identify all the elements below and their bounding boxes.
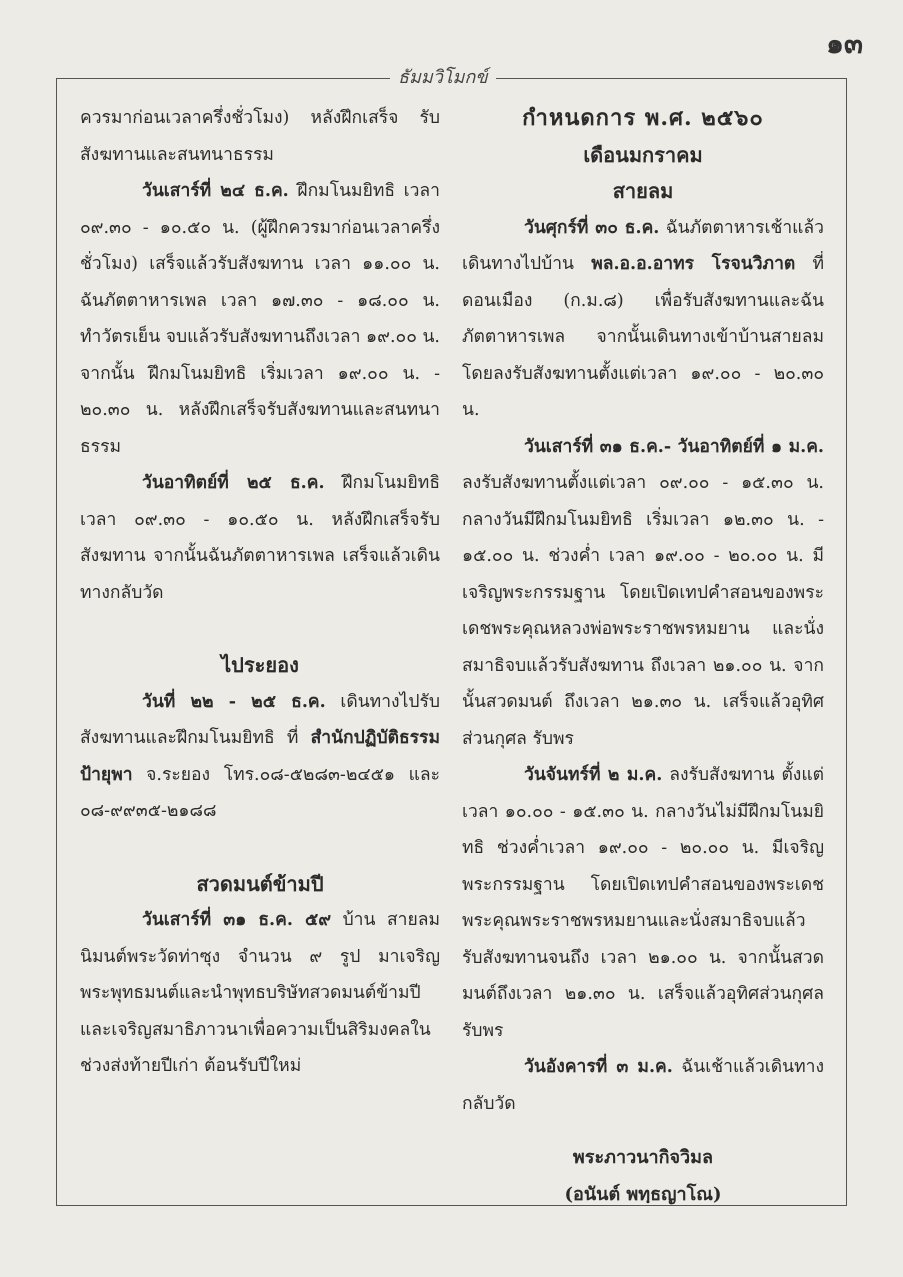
paragraph-friday-30: วันศุกร์ที่ ๓๐ ธ.ค. ฉันภัตตาหารเช้าแล้ว เดินทางไปบ้าน พล.อ.อ.อาทร โรจนวิภาต ที่ดอนเมือง (ก.ม.๘) เพื่อรับสังฆทานและฉันภัตตาหารเพล จากนั้นเดินทางเข้าบ้านสายลม โดยลงรับสังฆทานตั้งแต่เวลา ๑๙.๐๐ - ๒๐.๓๐ น. <box>462 217 824 420</box>
day-label: วันเสาร์ที่ ๒๔ ธ.ค. <box>142 181 289 201</box>
paragraph-tuesday-3: วันอังคารที่ ๓ ม.ค. ฉันเช้าแล้วเดินทางกลับวัด <box>462 1057 824 1114</box>
day-label: วันที่ ๒๒ - ๒๕ ธ.ค. <box>142 691 326 712</box>
running-header: ธัมมวิโมกข์ <box>390 62 496 91</box>
day-label: วันอาทิตย์ที่ ๒๕ ธ.ค. <box>142 473 325 493</box>
page-number: ๑๓ <box>826 27 863 60</box>
paragraph-monday-2: วันจันทร์ที่ ๒ ม.ค. ลงรับสังฆทาน ตั้งแต่เวลา ๑๐.๐๐ - ๑๕.๓๐ น. กลางวันไม่มีฝึกมโนมยิทธิ ช่วงค่ำเวลา ๑๙.๐๐ - ๒๐.๐๐ น. มีเจริญพระกรรมฐาน โดยเปิดเทปคำสอนของพระเดชพระคุณพระราชพรหมยานและนั่งสมาธิจบแล้วรับสังฆทานจนถึง เวลา ๒๑.๐๐ น. จากนั้นสวดมนต์ถึงเวลา ๒๑.๓๐ น. เสร็จแล้วอุทิศส่วนกุศล รับพร <box>462 765 824 1041</box>
paragraph-sunday-25: วันอาทิตย์ที่ ๒๕ ธ.ค. ฝึกมโนมยิทธิ เวลา ๐๙.๓๐ - ๑๐.๕๐ น. หลังฝึกเสร็จรับสังฆทาน จากนั้นฉันภัตตาหารเพล เสร็จแล้วเดินทางกลับวัด <box>80 473 440 603</box>
day-label: วันเสาร์ที่ ๓๑ ธ.ค. ๕๙ <box>142 910 332 930</box>
day-label: วันอังคารที่ ๓ ม.ค. <box>524 1057 673 1077</box>
paragraph-continued: ควรมาก่อนเวลาครึ่งชั่วโมง) หลังฝึกเสร็จ รับสังฆทานและสนทนาธรรม <box>80 108 440 165</box>
left-column <box>80 100 440 1085</box>
person-name: พล.อ.อ.อาทร โรจนวิภาต <box>591 254 796 274</box>
day-label: วันจันทร์ที่ ๒ ม.ค. <box>524 765 663 785</box>
paragraph-newyear: วันเสาร์ที่ ๓๑ ธ.ค. ๕๙ บ้าน สายลม นิมนต์พระวัดท่าซุง จำนวน ๙ รูป มาเจริญพระพุทธมนต์และนำพุทธบริษัทสวดมนต์ข้ามปี และเจริญสมาธิภาวนาเพื่อความเป็นสิริมงคลในช่วงส่งท้ายปีเก่า ต้อนรับปีใหม่ <box>80 910 441 1076</box>
paragraph-saturday-24: วันเสาร์ที่ ๒๔ ธ.ค. ฝึกมโนมยิทธิ เวลา ๐๙.๓๐ - ๑๐.๕๐ น. (ผู้ฝึกควรมาก่อนเวลาครึ่งชั่วโมง) เสร็จแล้วรับสังฆทาน เวลา ๑๑.๐๐ น. ฉันภัตตาหารเพล เวลา ๑๗.๓๐ - ๑๘.๐๐ น. ทำวัตรเย็น จบแล้วรับสังฆทานถึงเวลา ๑๙.๐๐ น. จากนั้น ฝึกมโนมยิทธิ เริ่มเวลา ๑๙.๐๐ น. - ๒๐.๓๐ น. หลังฝึกเสร็จรับสังฆทานและสนทนาธรรม <box>80 181 440 457</box>
place-name: สำนักปฏิบัติธรรมป้ายุพา <box>80 728 440 785</box>
right-column <box>462 100 824 1213</box>
paragraph-saturday-31: วันเสาร์ที่ ๓๑ ธ.ค.- วันอาทิตย์ที่ ๑ ม.ค. ลงรับสังฆทานตั้งแต่เวลา ๐๙.๐๐ - ๑๕.๓๐ น. กลางวันมีฝึกมโนมยิทธิ เริ่มเวลา ๑๒.๓๐ น. - ๑๕.๐๐ น. ช่วงค่ำ เวลา ๑๙.๐๐ - ๒๐.๐๐ น. มีเจริญพระกรรมฐาน โดยเปิดเทปคำสอนของพระเดชพระคุณหลวงพ่อพระราชพรหมยาน และนั่งสมาธิจบแล้วรับสังฆทาน ถึงเวลา ๒๑.๐๐ น. จากนั้นสวดมนต์ ถึงเวลา ๒๑.๓๐ น. เสร็จแล้วอุทิศส่วนกุศล รับพร <box>462 436 824 749</box>
section-heading-newyear: สวดมนต์ข้ามปี <box>196 871 324 896</box>
day-label: วันศุกร์ที่ ๓๐ ธ.ค. <box>524 217 660 238</box>
signature-subname: (อนันต์ พทฺธญาโณ) <box>564 1183 722 1205</box>
section-heading-saylom: สายลม <box>612 179 674 203</box>
paragraph-rayong: วันที่ ๒๒ - ๒๕ ธ.ค. เดินทางไปรับสังฆทานและฝึกมโนมยิทธิ ที่ สำนักปฏิบัติธรรมป้ายุพา จ.ระยอง โทร.๐๘-๕๒๘๓-๒๔๕๑ และ ๐๘-๙๙๓๕-๒๑๘๘ <box>80 691 440 821</box>
schedule-title: กำหนดการ พ.ศ. ๒๕๖๐ <box>522 105 764 131</box>
section-heading-rayong: ไประยอง <box>221 653 299 677</box>
month-title: เดือนมกราคม <box>583 142 703 167</box>
day-label: วันเสาร์ที่ ๓๑ ธ.ค.- วันอาทิตย์ที่ ๑ ม.ค. <box>524 436 824 457</box>
signature-name: พระภาวนากิจวิมล <box>572 1147 714 1168</box>
